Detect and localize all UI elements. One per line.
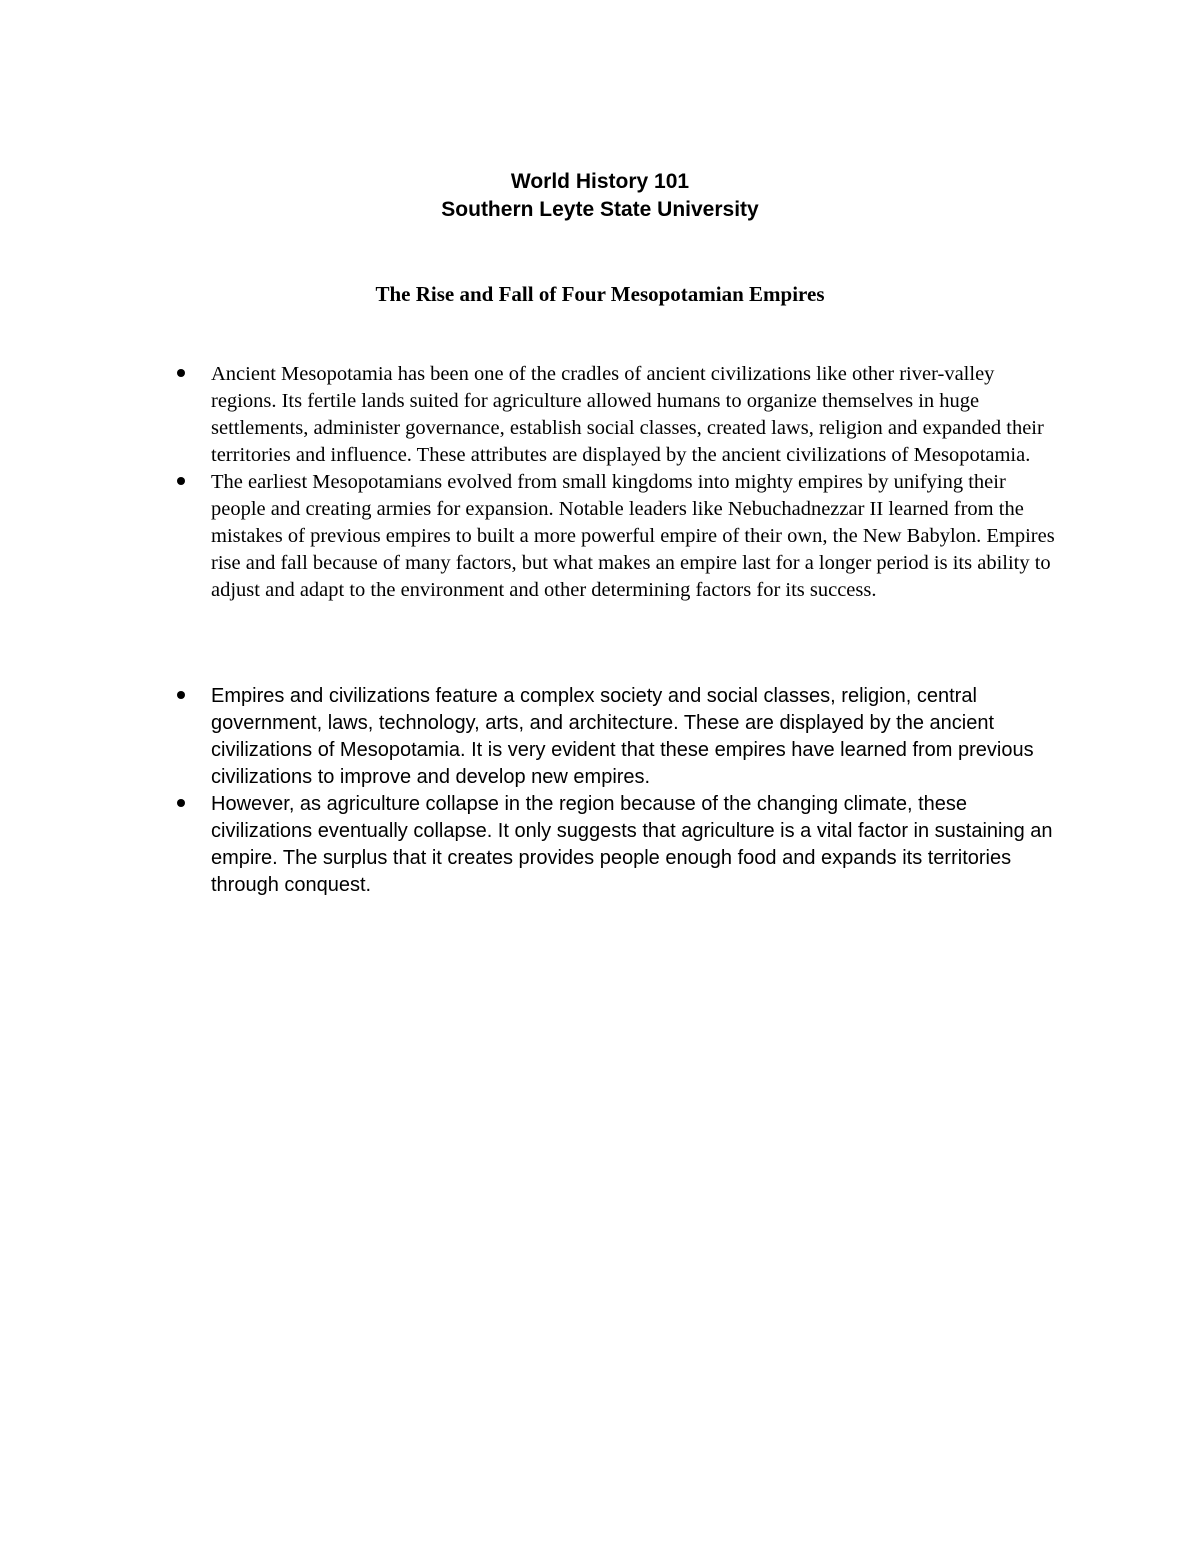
bullet-icon [174,361,188,388]
list-item-text: Empires and civilizations feature a complex society and social classes, religion, central government, laws, technology, arts, and architecture. These are displayed by the ancient civilizations of Mesopotamia. It is very evident that these empires have learned from previous civilizations to improve and develop new empires. [211,685,1034,788]
bullet-list-serif [0,361,1200,604]
document-header [0,168,1200,224]
list-item-text: The earliest Mesopotamians evolved from small kingdoms into mighty empires by unifying their people and creating armies for expansion. Notable leaders like Nebuchadnezzar II learned from the mistakes of previous empires to built a more powerful empire of their own, the New Babylon. Empires rise and fall because of many factors, but what makes an empire last for a longer period is its ability to adjust and adapt to the environment and other determining factors for its success. [211,471,1055,601]
bullet-icon [174,469,188,496]
list-item [0,683,1061,791]
list-item [0,469,1061,604]
bullet-icon [174,683,188,710]
list-item [0,791,1061,899]
list-item-text: However, as agriculture collapse in the region because of the changing climate, these civilizations eventually collapse. It only suggests that agriculture is a vital factor in sustaining an empire. The surplus that it creates provides people enough food and expands its territories through conquest. [211,793,1053,896]
course-name: World History 101 [510,170,690,193]
university-name: Southern Leyte State University [441,198,759,221]
list-item-text: Ancient Mesopotamia has been one of the cradles of ancient civilizations like other river-valley regions. Its fertile lands suited for agriculture allowed humans to organize themselves in huge settlements, administer governance, establish social classes, created laws, religion and expanded their territories and influence. These attributes are displayed by the ancient civilizations of Mesopotamia. [211,363,1044,466]
bullet-list-sans [0,683,1200,899]
bullet-icon [174,791,188,818]
document-title: The Rise and Fall of Four Mesopotamian Empires [375,282,825,306]
list-item [0,361,1061,469]
